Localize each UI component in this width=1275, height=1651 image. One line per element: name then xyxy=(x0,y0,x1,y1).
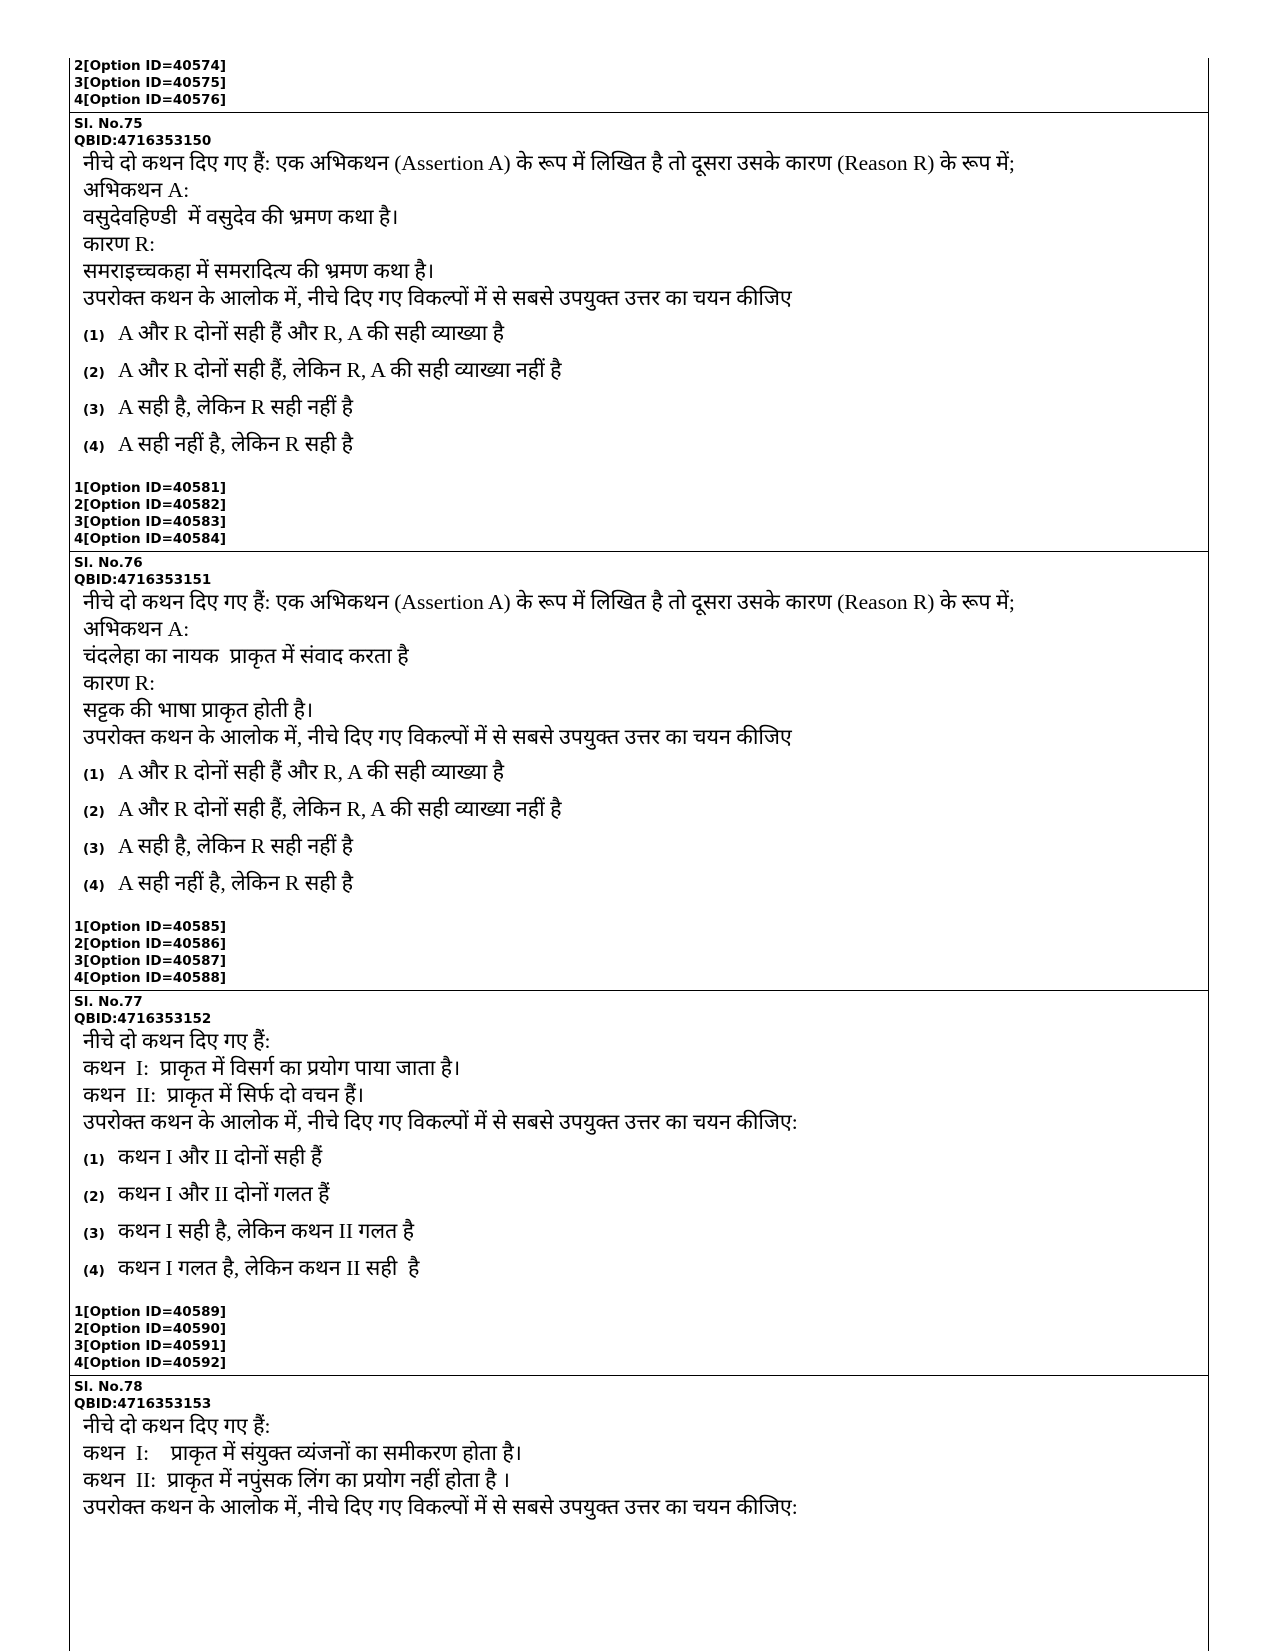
option-number: (4) xyxy=(83,439,105,455)
question-text: कारण R: xyxy=(83,671,156,695)
option-text: कथन I गलत है, लेकिन कथन II सही है xyxy=(118,1256,420,1280)
option-item xyxy=(74,355,1208,392)
option-number: (3) xyxy=(83,841,105,857)
serial-number: Sl. No.75 xyxy=(74,116,143,132)
option-number: (1) xyxy=(83,328,105,344)
question-block-78 xyxy=(70,1376,1208,1524)
option-item xyxy=(74,831,1208,868)
option-text: A और R दोनों सही हैं और R, A की सही व्याख्या है xyxy=(118,321,505,345)
question-block-77 xyxy=(70,991,1208,1376)
question-text: उपरोक्त कथन के आलोक में, नीचे दिए गए विकल्पों में से सबसे उपयुक्त उत्तर का चयन कीजिए: xyxy=(83,1110,798,1134)
options-list xyxy=(74,1142,1208,1290)
option-item xyxy=(74,757,1208,794)
option-number: (4) xyxy=(83,878,105,894)
option-number: (1) xyxy=(83,767,105,783)
option-text: A सही नहीं है, लेकिन R सही है xyxy=(118,432,354,456)
option-id: 3[Option ID=40587] xyxy=(74,953,227,969)
question-text: अभिकथन A: xyxy=(83,178,190,202)
question-block-76 xyxy=(70,552,1208,991)
question-text: कथन II: प्राकृत में सिर्फ दो वचन हैं। xyxy=(83,1083,365,1107)
option-text: A सही है, लेकिन R सही नहीं है xyxy=(118,395,354,419)
option-id: 4[Option ID=40588] xyxy=(74,970,227,986)
question-text: उपरोक्त कथन के आलोक में, नीचे दिए गए विकल्पों में से सबसे उपयुक्त उत्तर का चयन कीजिए xyxy=(83,286,792,310)
serial-number: Sl. No.78 xyxy=(74,1379,143,1395)
qbid: QBID:4716353151 xyxy=(74,572,212,588)
option-id: 4[Option ID=40592] xyxy=(74,1355,227,1371)
option-id: 1[Option ID=40581] xyxy=(74,480,227,496)
option-id: 2[Option ID=40586] xyxy=(74,936,227,952)
question-text: नीचे दो कथन दिए गए हैं: xyxy=(83,1029,271,1053)
option-id: 4[Option ID=40576] xyxy=(74,92,227,108)
option-id: 2[Option ID=40574] xyxy=(74,58,227,74)
option-number: (4) xyxy=(83,1263,105,1279)
option-item xyxy=(74,794,1208,831)
option-text: A और R दोनों सही हैं, लेकिन R, A की सही व्याख्या नहीं है xyxy=(118,797,562,821)
option-id: 4[Option ID=40584] xyxy=(74,531,227,547)
question-text: चंदलेहा का नायक प्राकृत में संवाद करता है xyxy=(83,644,409,668)
qbid: QBID:4716353153 xyxy=(74,1396,212,1412)
option-id: 1[Option ID=40585] xyxy=(74,919,227,935)
option-item xyxy=(74,1179,1208,1216)
option-item xyxy=(74,1253,1208,1290)
option-item xyxy=(74,429,1208,466)
option-text: A और R दोनों सही हैं, लेकिन R, A की सही व्याख्या नहीं है xyxy=(118,358,562,382)
option-text: कथन I और II दोनों गलत हैं xyxy=(118,1182,330,1206)
option-text: A सही है, लेकिन R सही नहीं है xyxy=(118,834,354,858)
question-text: अभिकथन A: xyxy=(83,617,190,641)
question-text: कथन II: प्राकृत में नपुंसक लिंग का प्रयोग नहीं होता है । xyxy=(83,1468,510,1492)
question-text: समराइच्चकहा में समरादित्य की भ्रमण कथा है। xyxy=(83,259,435,283)
option-number: (1) xyxy=(83,1152,105,1168)
question-text: उपरोक्त कथन के आलोक में, नीचे दिए गए विकल्पों में से सबसे उपयुक्त उत्तर का चयन कीजिए xyxy=(83,725,792,749)
option-id: 2[Option ID=40582] xyxy=(74,497,227,513)
option-id: 3[Option ID=40575] xyxy=(74,75,227,91)
question-text: नीचे दो कथन दिए गए हैं: एक अभिकथन (Assertion A) के रूप में लिखित है तो दूसरा उसके कारण (Reason R) के रूप में; xyxy=(83,151,1015,175)
option-item xyxy=(74,318,1208,355)
question-block-75 xyxy=(70,113,1208,552)
question-text: वसुदेवहिण्डी में वसुदेव की भ्रमण कथा है। xyxy=(83,205,399,229)
option-ids xyxy=(74,919,1208,987)
option-number: (2) xyxy=(83,365,105,381)
options-list xyxy=(74,318,1208,466)
document-page xyxy=(69,58,1209,1651)
question-text: कथन I: प्राकृत में विसर्ग का प्रयोग पाया जाता है। xyxy=(83,1056,461,1080)
question-text: नीचे दो कथन दिए गए हैं: एक अभिकथन (Assertion A) के रूप में लिखित है तो दूसरा उसके कारण (Reason R) के रूप में; xyxy=(83,590,1015,614)
option-id: 1[Option ID=40589] xyxy=(74,1304,227,1320)
qbid: QBID:4716353152 xyxy=(74,1011,212,1027)
option-text: A सही नहीं है, लेकिन R सही है xyxy=(118,871,354,895)
option-number: (3) xyxy=(83,1226,105,1242)
question-text: नीचे दो कथन दिए गए हैं: xyxy=(83,1414,271,1438)
question-text: कथन I: प्राकृत में संयुक्त व्यंजनों का समीकरण होता है। xyxy=(83,1441,522,1465)
option-text: A और R दोनों सही हैं और R, A की सही व्याख्या है xyxy=(118,760,505,784)
question-text: कारण R: xyxy=(83,232,156,256)
option-item xyxy=(74,1142,1208,1179)
option-number: (3) xyxy=(83,402,105,418)
option-item xyxy=(74,1216,1208,1253)
option-id: 2[Option ID=40590] xyxy=(74,1321,227,1337)
options-list xyxy=(74,757,1208,905)
option-text: कथन I सही है, लेकिन कथन II गलत है xyxy=(118,1219,415,1243)
option-text: कथन I और II दोनों सही हैं xyxy=(118,1145,323,1169)
option-number: (2) xyxy=(83,1189,105,1205)
option-ids xyxy=(74,1304,1208,1372)
option-number: (2) xyxy=(83,804,105,820)
question-text: उपरोक्त कथन के आलोक में, नीचे दिए गए विकल्पों में से सबसे उपयुक्त उत्तर का चयन कीजिए: xyxy=(83,1495,798,1519)
option-id: 3[Option ID=40591] xyxy=(74,1338,227,1354)
serial-number: Sl. No.77 xyxy=(74,994,143,1010)
serial-number: Sl. No.76 xyxy=(74,555,143,571)
option-item xyxy=(74,392,1208,429)
option-id: 3[Option ID=40583] xyxy=(74,514,227,530)
option-item xyxy=(74,868,1208,905)
qbid: QBID:4716353150 xyxy=(74,133,212,149)
option-ids xyxy=(74,480,1208,548)
question-text: सट्टक की भाषा प्राकृत होती है। xyxy=(83,698,314,722)
previous-question-option-ids xyxy=(70,58,1208,113)
